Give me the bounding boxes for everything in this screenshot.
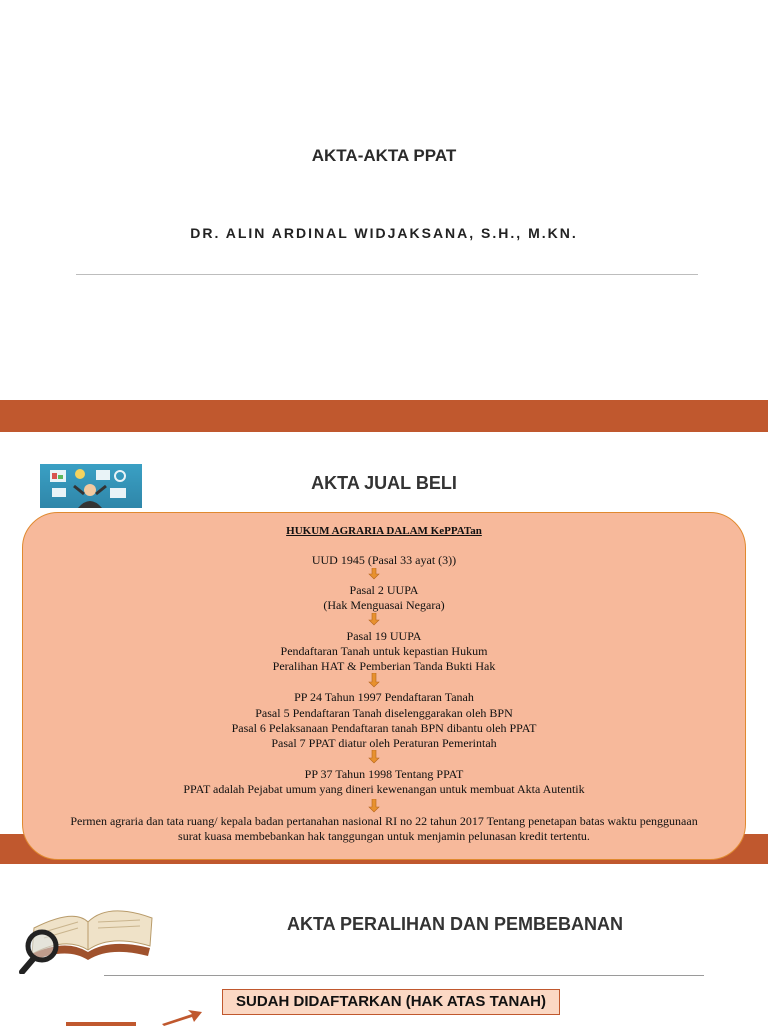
slide3-title: AKTA PERALIHAN DAN PEMBEBANAN <box>287 914 623 934</box>
box-line: UUD 1945 (Pasal 33 ayat (3)) <box>311 553 457 567</box>
book-magnifier-image <box>14 888 158 974</box>
box-line: Permen agraria dan tata ruang/ kepala badan pertanahan nasional RI no 22 tahun 2017 Tentang penetapan batas waktu penggunaan <box>70 814 698 828</box>
arrow-down-icon <box>368 799 380 813</box>
box-line: PP 37 Tahun 1998 Tentang PPAT <box>304 767 464 781</box>
box-line: surat kuasa membebankan hak tanggungan untuk menjamin pelunasan kredit tertentu. <box>178 829 590 843</box>
box-line: Pasal 5 Pendaftaran Tanah diselenggarakan oleh BPN <box>255 706 513 720</box>
box-line: Pasal 19 UUPA <box>346 629 422 643</box>
box-line: Pasal 6 Pelaksanaan Pendaftaran tanah BPN dibantu oleh PPAT <box>231 721 537 735</box>
arrow-down-icon <box>368 568 380 580</box>
arrow-right-icon <box>66 1006 206 1026</box>
slide3-divider <box>104 975 704 976</box>
box-line: Peralihan HAT & Pemberian Tanda Bukti Hak <box>272 659 496 673</box>
box-line: PP 24 Tahun 1997 Pendaftaran Tanah <box>294 690 474 704</box>
registered-land-box: SUDAH DIDAFTARKAN (HAK ATAS TANAH) <box>222 989 560 1015</box>
box-line: Pasal 7 PPAT diatur oleh Peraturan Pemerintah <box>271 736 497 750</box>
arrow-down-icon <box>368 750 380 764</box>
box-line: (Hak Menguasai Negara) <box>323 598 445 612</box>
open-book-magnifier-icon <box>14 888 158 974</box>
box-line: Pendaftaran Tanah untuk kepastian Hukum <box>280 644 488 658</box>
slide-separator-band <box>0 400 768 432</box>
slide2-title: AKTA JUAL BELI <box>311 473 457 493</box>
box-heading: HUKUM AGRARIA DALAM KePPATan <box>286 525 482 537</box>
box-line: PPAT adalah Pejabat umum yang dineri kewenangan untuk membuat Akta Autentik <box>183 782 585 796</box>
slide1-divider <box>76 274 698 275</box>
arrow-down-icon <box>368 613 380 626</box>
arrow-down-icon <box>368 673 380 688</box>
slide1-author: DR. ALIN ARDINAL WIDJAKSANA, S.H., M.KN. <box>190 225 578 241</box>
slide1-title: AKTA-AKTA PPAT <box>311 146 457 165</box>
box-line: Pasal 2 UUPA <box>349 583 419 597</box>
